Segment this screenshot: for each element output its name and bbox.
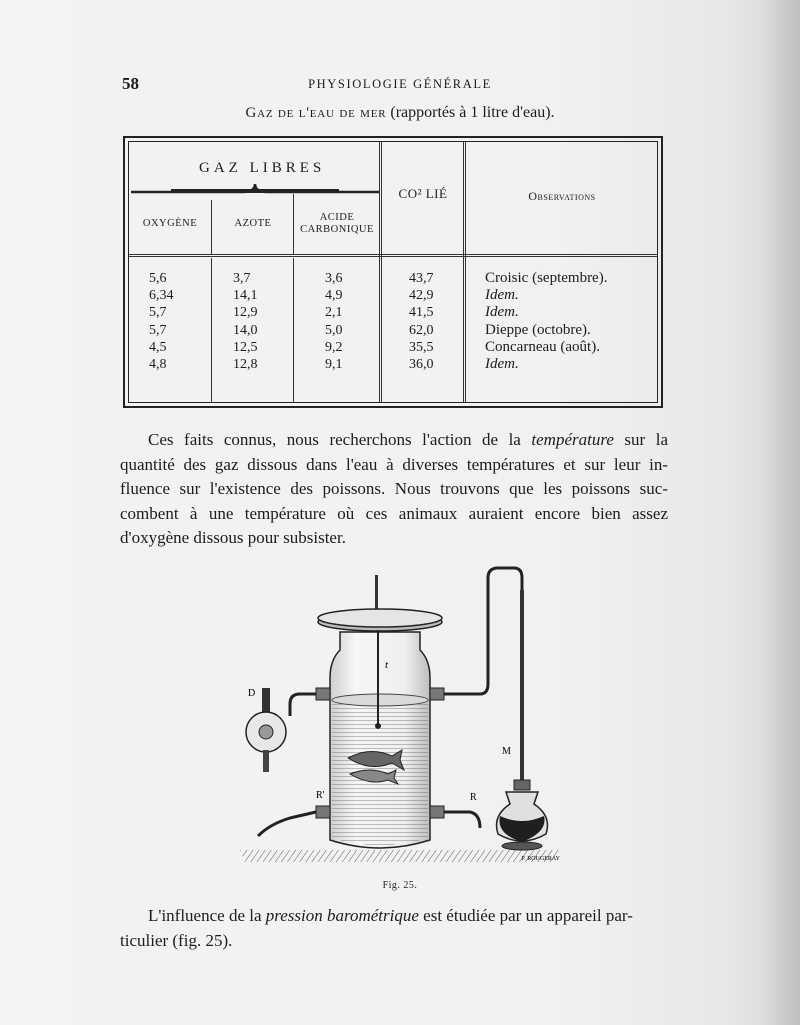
tube-R1 — [258, 812, 316, 836]
cell-acide: 9,2 — [325, 339, 343, 355]
cell-observation: Idem. — [485, 304, 519, 321]
coupling-right-bottom — [430, 806, 444, 818]
cell-acide: 3,6 — [325, 271, 343, 286]
gas-table — [123, 136, 663, 408]
col-header-acide — [295, 212, 379, 236]
cell-oxygene: 5,7 — [149, 322, 167, 338]
closing-text: est étudiée par un appareil par- — [423, 906, 633, 925]
table-header-rule — [129, 254, 657, 257]
closing-line-1 — [120, 904, 668, 929]
cell-co2: 41,5 — [409, 305, 434, 321]
cell-azote: 14,0 — [233, 322, 258, 338]
running-head — [120, 74, 680, 94]
coupling-right-top — [430, 688, 444, 700]
cell-azote: 3,7 — [233, 271, 251, 286]
label-R1: R' — [316, 790, 325, 801]
col-header-co2: CO² LIÉ — [398, 186, 448, 201]
cell-co2: 43,7 — [409, 271, 434, 286]
table-caption-smallcaps: Gaz de l'eau de mer — [245, 105, 387, 121]
cell-acide: 4,9 — [325, 288, 343, 304]
cell-observation: Dieppe (octobre). — [485, 321, 591, 338]
col-acide-values — [325, 270, 343, 373]
cell-oxygene: 5,6 — [149, 271, 167, 286]
cell-azote: 12,5 — [233, 339, 258, 355]
table-divider-libres — [379, 142, 382, 402]
cell-acide: 2,1 — [325, 305, 343, 321]
closing-line-2: ticulier (fig. 25). — [120, 930, 233, 950]
thermometer — [377, 630, 379, 725]
running-title: PHYSIOLOGIE GÉNÉRALE — [308, 77, 492, 91]
cell-observation: Croisic (septembre). — [485, 270, 608, 286]
table-caption — [120, 104, 680, 122]
subcol-divider-2 — [293, 194, 294, 254]
cell-observation: Concarneau (août). — [485, 338, 600, 355]
cell-oxygene: 5,7 — [149, 305, 167, 321]
table-divider-co2 — [463, 142, 466, 402]
datacol-divider-1 — [211, 258, 212, 402]
paragraph-text: sur la — [624, 430, 669, 449]
engraver-signature: P. ROUGERAY — [521, 856, 560, 862]
manometer-tube — [444, 568, 522, 694]
cell-acide: 5,0 — [325, 322, 343, 338]
cell-observation: Idem. — [485, 356, 519, 373]
coupling-left-bottom — [316, 806, 330, 818]
body-paragraph — [120, 428, 668, 551]
col-azote-values — [233, 270, 258, 373]
col-observations-values — [485, 270, 607, 373]
ground-shading — [240, 850, 560, 862]
manometer-column — [520, 590, 524, 780]
apparatus-illustration — [230, 560, 570, 870]
cell-azote: 12,9 — [233, 305, 258, 321]
cell-co2: 36,0 — [409, 357, 434, 373]
cell-oxygene: 4,8 — [149, 357, 167, 373]
closing-text: L'influence de la — [148, 906, 262, 925]
cell-observation: Idem. — [485, 287, 519, 304]
paragraph-line-5: d'oxygène dissous pour subsister. — [120, 528, 346, 548]
cell-oxygene: 6,34 — [149, 288, 174, 304]
closing-italic-term: pression barométrique — [265, 906, 419, 925]
col-header-oxygene: OXYGÈNE — [142, 218, 198, 229]
cell-co2: 35,5 — [409, 339, 434, 355]
paragraph-line-3: fluence sur l'existence des poissons. Nous trouvons que les poissons suc- — [120, 479, 668, 499]
col-co2-values — [409, 270, 434, 373]
paragraph-line-1 — [120, 428, 668, 453]
datacol-divider-2 — [293, 258, 294, 402]
label-D: D — [248, 688, 256, 699]
label-R: R — [470, 792, 477, 803]
figure-caption: Fig. 25. — [382, 880, 418, 891]
label-M: M — [502, 746, 511, 757]
paragraph-line-2: quantité des gaz dissous dans l'eau à diverses températures et sur leur in- — [120, 454, 668, 474]
paragraph-text: Ces faits connus, nous recherchons l'action de la — [148, 430, 521, 449]
subcol-divider-1 — [211, 200, 212, 254]
label-t: t — [385, 659, 389, 671]
paragraph-italic-term: température — [531, 430, 614, 449]
gaz-libres-heading: GAZ LIBRES — [199, 160, 326, 176]
col-oxygene-values — [149, 270, 174, 373]
table-caption-rest: (rapportés à 1 litre d'eau). — [390, 104, 555, 121]
cell-co2: 42,9 — [409, 288, 434, 304]
cell-acide: 9,1 — [325, 357, 343, 373]
gas-table-inner — [128, 141, 658, 403]
cell-azote: 12,8 — [233, 357, 258, 373]
tube-R — [444, 812, 480, 828]
paragraph-line-4: combent à une température où ces animaux auraient encore bien assez — [120, 503, 668, 523]
valve-D-top — [262, 688, 270, 714]
cell-oxygene: 4,5 — [149, 339, 167, 355]
closing-paragraph — [120, 904, 668, 953]
left-tube — [290, 694, 316, 716]
coupling-left-top — [316, 688, 330, 700]
page-edge-shadow — [760, 0, 800, 1025]
col-header-azote: AZOTE — [234, 218, 272, 229]
col-header-observations: Observations — [528, 189, 596, 203]
page-number: 58 — [122, 74, 139, 93]
col-header-acide-line1: ACIDE — [319, 212, 355, 223]
cell-co2: 62,0 — [409, 322, 434, 338]
cell-azote: 14,1 — [233, 288, 258, 304]
col-header-acide-line2: CARBONIQUE — [300, 224, 374, 235]
gaz-libres-brace — [131, 180, 379, 200]
